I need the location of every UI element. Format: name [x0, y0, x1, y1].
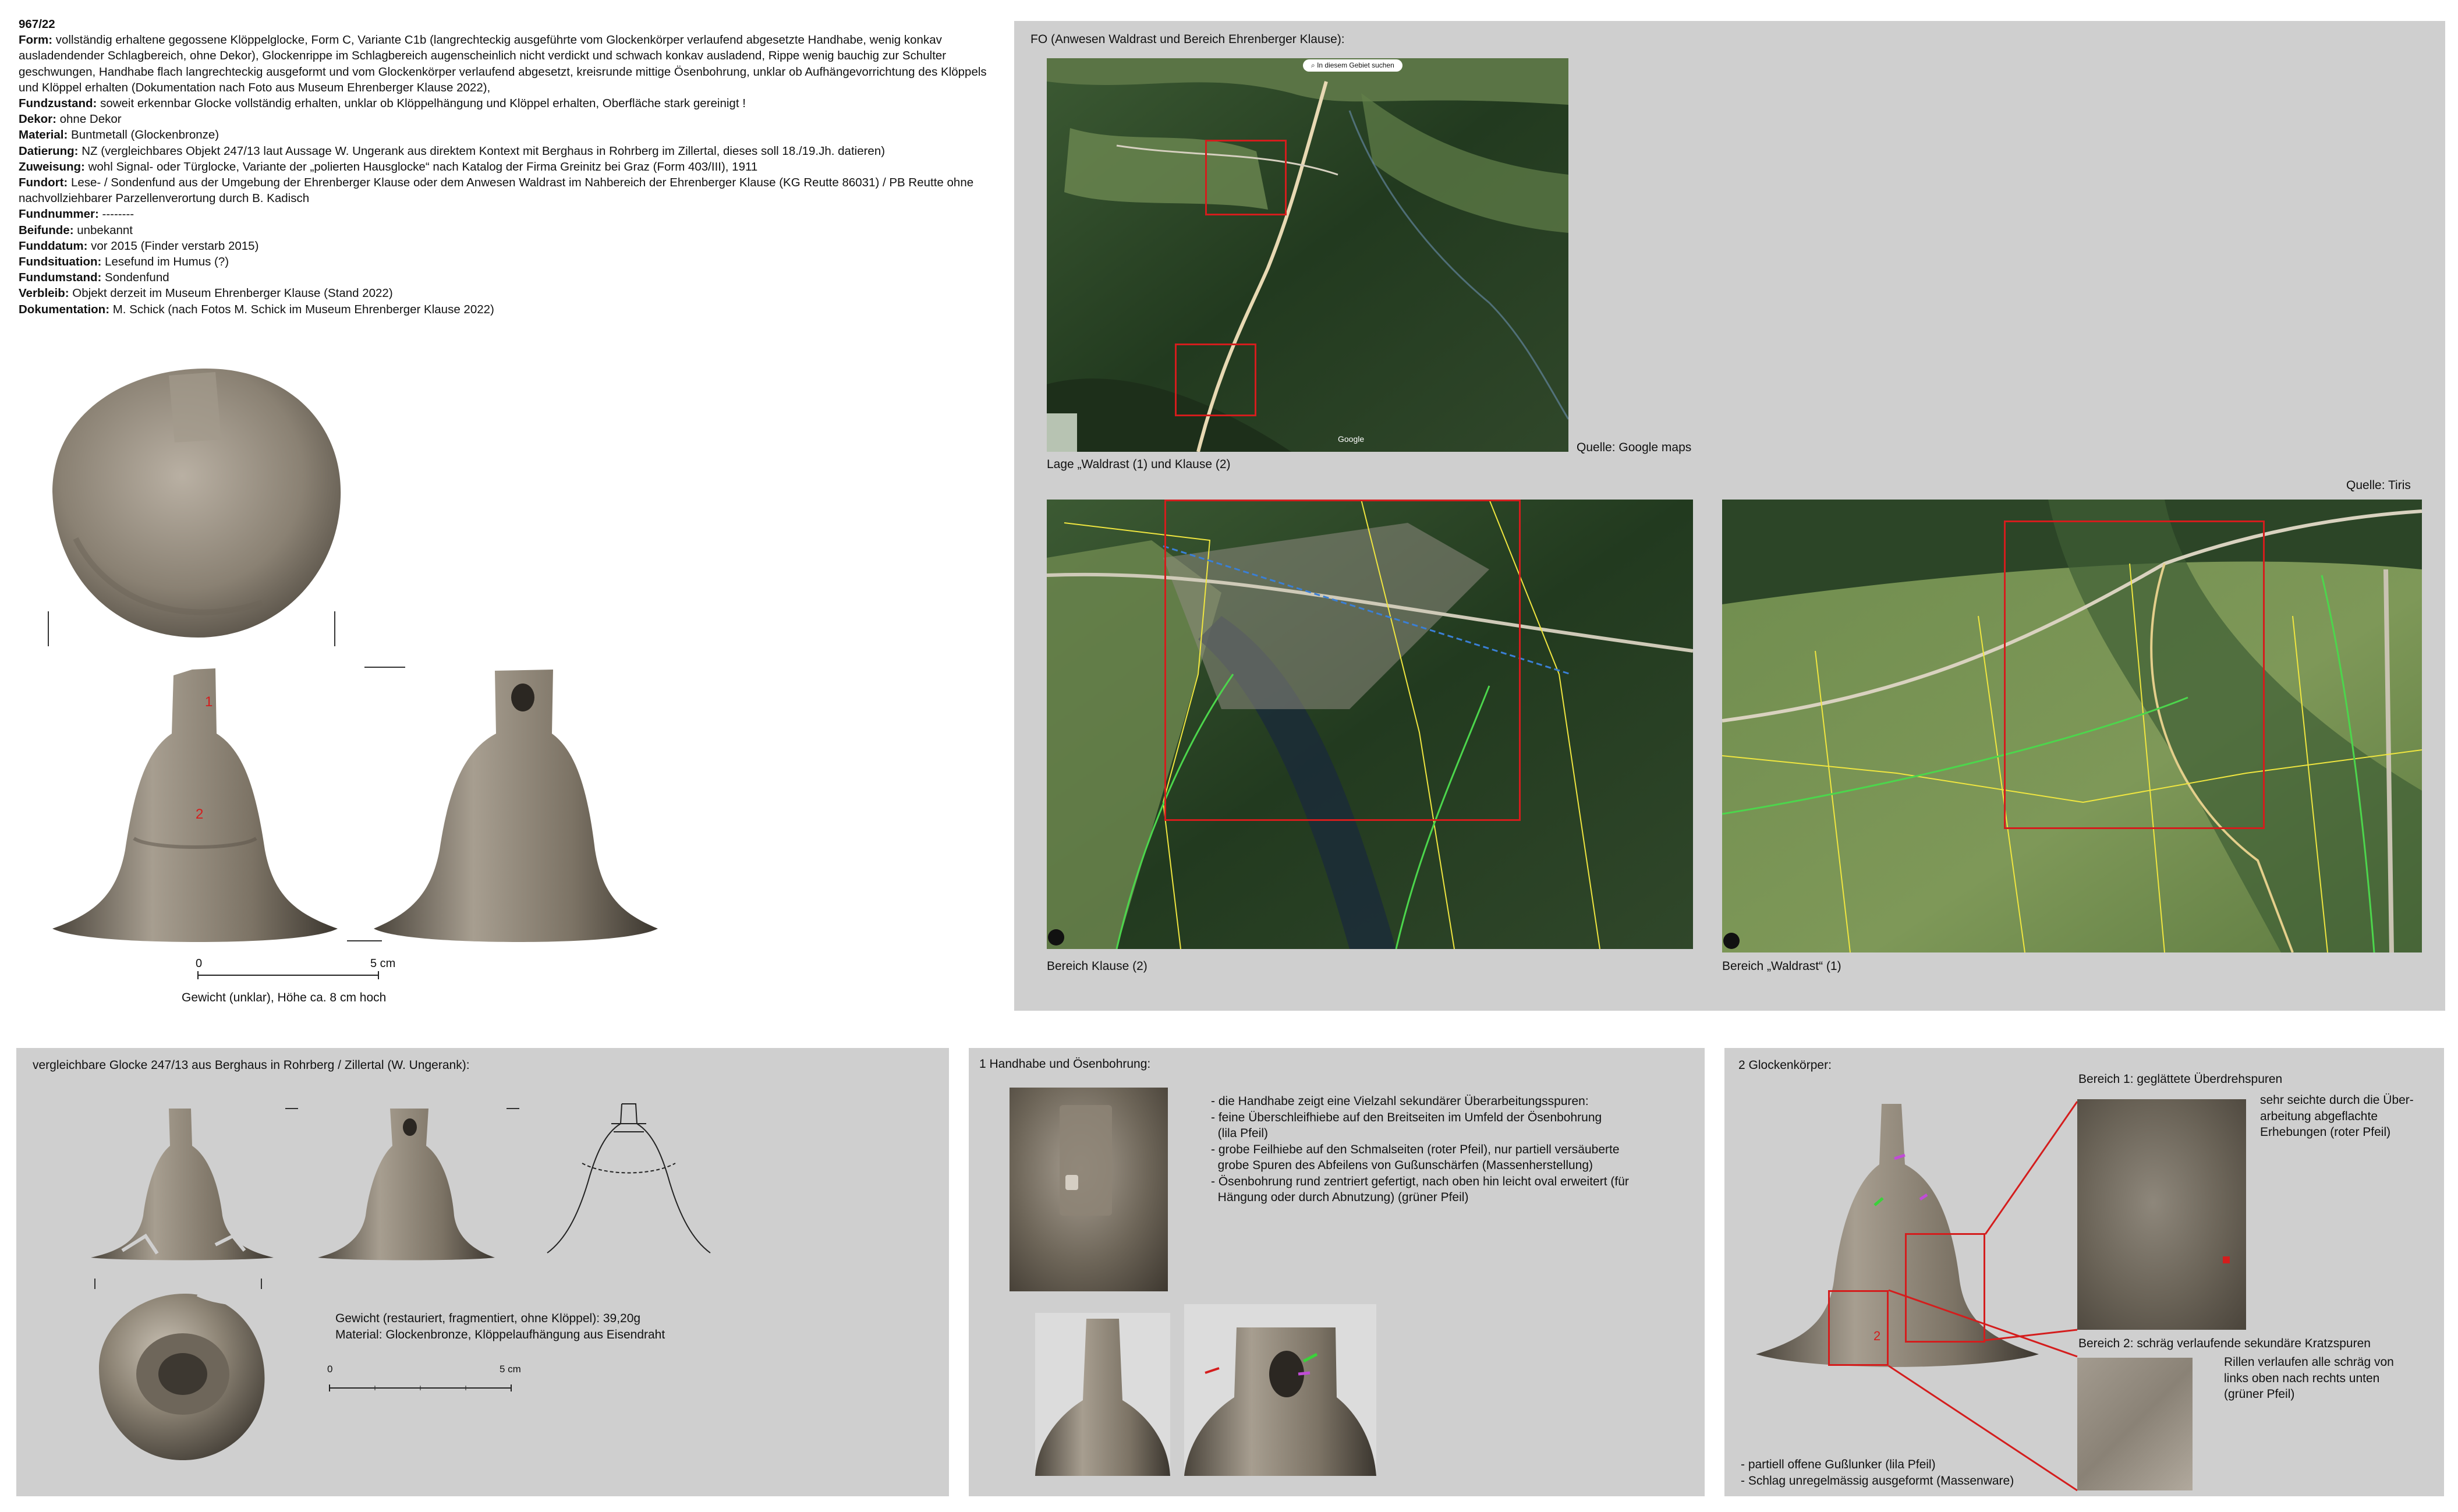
- catalog-entry: [19, 206, 1008, 222]
- catalog-entry: [19, 302, 1008, 317]
- area-1-closeup-photo: [2077, 1099, 2246, 1330]
- catalog-entry-text: unbekannt: [73, 223, 133, 237]
- compare-bell-photo-front: [87, 1105, 279, 1262]
- fo-panel-title: FO (Anwesen Waldrast und Bereich Ehrenberger Klause):: [1030, 33, 1345, 46]
- google-logo: Google: [1338, 434, 1365, 444]
- catalog-entry-text: NZ (vergleichbares Objekt 247/13 laut Aussage W. Ungerank aus direktem Kontext mit Berghaus in Rohrberg im Zillertal, dieses soll 18./19.Jh. datieren): [78, 144, 886, 158]
- body-notes: [1741, 1457, 2014, 1489]
- catalog-entry-label: Dokumentation:: [19, 302, 110, 316]
- handle-side-photo: [1035, 1313, 1170, 1476]
- scale-tick: [347, 940, 382, 941]
- compare-bell-drawing: [541, 1100, 716, 1269]
- klause-area-box: [1164, 500, 1521, 821]
- scale-tick: [285, 1108, 298, 1109]
- scale-tick: [48, 611, 49, 646]
- compare-scale-bar: [326, 1373, 524, 1396]
- handle-notes: [1211, 1093, 1629, 1206]
- note-line: Erhebungen (roter Pfeil): [2260, 1125, 2391, 1139]
- note-line: Rillen verlaufen alle schräg von: [2224, 1355, 2394, 1369]
- catalog-entry-text: soweit erkennbar Glocke vollständig erhalten, unklar ob Klöppelhängung und Klöppel erhalten, Oberfläche stark gereinigt !: [97, 97, 746, 111]
- note-line: - grobe Feilhiebe auf den Schmalseiten (roter Pfeil), nur partiell versäuberte: [1211, 1142, 1620, 1156]
- source-google: Quelle: Google maps: [1577, 441, 1692, 454]
- catalog-entry: [19, 32, 1008, 95]
- catalog-entry-text: Lesefund im Humus (?): [101, 255, 229, 269]
- marker-klause: [1175, 344, 1256, 416]
- handle-panel-title: 1 Handhabe und Ösenbohrung:: [979, 1057, 1151, 1071]
- catalog-entry: [19, 127, 1008, 143]
- compare-weight: Gewicht (restauriert, fragmentiert, ohne Klöppel): 39,20g: [335, 1312, 641, 1325]
- catalog-entry: [19, 270, 1008, 285]
- catalog-entry: [19, 111, 1008, 127]
- note-line: - Schlag unregelmässig ausgeformt (Massenware): [1741, 1474, 2014, 1488]
- note-line: - die Handhabe zeigt eine Vielzahl sekundärer Überarbeitungsspuren:: [1211, 1095, 1589, 1108]
- scale-tick: [507, 1108, 519, 1109]
- handle-eye-photo: [1184, 1304, 1376, 1476]
- main-caption: Gewicht (unklar), Höhe ca. 8 cm hoch: [182, 991, 387, 1004]
- note-line: (grüner Pfeil): [2224, 1387, 2295, 1401]
- compare-material: Material: Glockenbronze, Klöppelaufhängung aus Eisendraht: [335, 1328, 665, 1341]
- catalog-entry-label: Fundumstand:: [19, 271, 102, 285]
- catalog-entry: [19, 95, 1008, 111]
- catalog-entry-text: ohne Dekor: [56, 112, 122, 126]
- catalog-entry-label: Zuweisung:: [19, 160, 85, 173]
- catalog-entry-text: vollständig erhaltene gegossene Klöppelglocke, Form C, Variante C1b (langrechteckig ausgeführte vom Glockenkörper verlaufend abgesetzte Handhabe, wenig konkav ausladendender Schlagbereich, ohne Dekor), Glockenrippe im Schlagbereich augenscheinlich nicht verdickt und schwach konkav ausladend, Rippe wenig bauchig zur Schulter geschwungen, Handhabe flach langrechteckig ausgeformt und vom Glockenkörper verlaufend abgesetzt, kreisrunde mittige Ösenbohrung, unklar ob Aufhängevorrichtung des Klöppels und Klöppel erhalten (Dokumentation nach Foto aus Museum Ehrenberger Klause 2022),: [19, 33, 987, 94]
- note-line: arbeitung abgeflachte: [2260, 1109, 2378, 1123]
- catalog-text: [19, 16, 1008, 317]
- catalog-entry-text: Sondenfund: [101, 271, 169, 285]
- catalog-entry-text: wohl Signal- oder Türglocke, Variante der „polierten Hausglocke“ nach Katalog der Firma Greinitz bei Graz (Form 403/III), 1911: [84, 160, 758, 173]
- compare-scale-zero: 0: [327, 1364, 333, 1375]
- scale-zero: 0: [196, 957, 203, 970]
- catalog-entry: [19, 238, 1008, 254]
- compare-bell-photo-side: [314, 1105, 501, 1262]
- compare-panel-title: vergleichbare Glocke 247/13 aus Berghaus in Rohrberg / Zillertal (W. Ungerank):: [33, 1058, 470, 1072]
- catalog-entry-label: Fundnummer:: [19, 207, 99, 221]
- source-tiris: Quelle: Tiris: [2346, 479, 2411, 492]
- compare-scale-five: 5 cm: [500, 1364, 521, 1375]
- search-icon: ⌕: [1311, 61, 1317, 69]
- note-line: - Ösenbohrung rund zentriert gefertigt, nach oben hin leicht oval erweitert (für: [1211, 1174, 1629, 1188]
- scale-tick: [261, 1279, 262, 1289]
- catalog-entry-label: Fundsituation:: [19, 255, 102, 269]
- marker-1: 1: [205, 694, 213, 710]
- catalog-entry-text: --------: [98, 207, 134, 221]
- area-2-notes: [2224, 1354, 2394, 1403]
- catalog-entry-label: Verbleib:: [19, 286, 69, 300]
- scale-five: 5 cm: [370, 957, 396, 970]
- note-line: grobe Spuren des Abfeilens von Gußunschärfen (Massenherstellung): [1211, 1159, 1593, 1172]
- caption-klause: Bereich Klause (2): [1047, 959, 1147, 973]
- caption-waldrast: Bereich „Waldrast“ (1): [1722, 959, 1841, 973]
- catalog-entry-text: Objekt derzeit im Museum Ehrenberger Klause (Stand 2022): [69, 286, 393, 300]
- catalog-entry-label: Fundzustand:: [19, 97, 97, 111]
- catalog-entry-text: Buntmetall (Glockenbronze): [68, 128, 219, 142]
- catalog-entry-text: Lese- / Sondenfund aus der Umgebung der Ehrenberger Klause oder dem Anwesen Waldrast im Nahbereich der Ehrenberger Klause (KG Reutte 86031) / PB Reutte ohne nachvollziehbarer Parzellenverortung durch B. Kadisch: [19, 176, 974, 206]
- catalog-entries: [19, 32, 1008, 317]
- scale-tick: [334, 611, 335, 646]
- handle-closeup-photo: [1010, 1088, 1168, 1291]
- catalog-entry-text: M. Schick (nach Fotos M. Schick im Museum Ehrenberger Klause 2022): [109, 302, 494, 316]
- note-line: (lila Pfeil): [1211, 1127, 1269, 1140]
- note-line: Hängung oder durch Abnutzung) (grüner Pfeil): [1211, 1191, 1469, 1204]
- bell-top-view-photo: [41, 364, 355, 643]
- catalog-entry: [19, 143, 1008, 159]
- area-2-closeup-photo: [2077, 1358, 2193, 1490]
- marker-2: 2: [196, 806, 204, 822]
- catalog-entry-text: vor 2015 (Finder verstarb 2015): [87, 239, 259, 253]
- catalog-entry-label: Material:: [19, 128, 68, 142]
- area-2-title: Bereich 2: schräg verlaufende sekundäre Kratzspuren: [2078, 1337, 2371, 1350]
- catalog-entry: [19, 254, 1008, 270]
- catalog-entry-label: Beifunde:: [19, 223, 74, 237]
- catalog-entry-label: Datierung:: [19, 144, 79, 158]
- google-search-pill[interactable]: ⌕ In diesem Gebiet suchen: [1303, 59, 1402, 72]
- tiris-map-klause: [1047, 500, 1693, 949]
- catalog-number: 967/22: [19, 17, 55, 31]
- catalog-entry: [19, 222, 1008, 238]
- catalog-entry: [19, 285, 1008, 301]
- catalog-entry-label: Fundort:: [19, 176, 68, 190]
- bell-front-view-photo: [47, 664, 349, 943]
- marker-waldrast: [1205, 140, 1287, 215]
- zoom-lines: [1840, 1095, 2084, 1502]
- body-marker-2: 2: [1873, 1329, 1881, 1343]
- note-line: - feine Überschleifhiebe auf den Breitseiten im Umfeld der Ösenbohrung: [1211, 1110, 1602, 1124]
- catalog-entry: [19, 175, 1008, 206]
- bell-side-view-photo: [367, 664, 670, 943]
- area-1-title: Bereich 1: geglättete Überdrehspuren: [2078, 1072, 2283, 1086]
- google-map-image: [1047, 58, 1568, 452]
- area-1-notes: [2260, 1092, 2414, 1141]
- tiris-map-waldrast: [1722, 500, 2422, 952]
- catalog-entry-label: Dekor:: [19, 112, 56, 126]
- body-panel-title: 2 Glockenkörper:: [1738, 1058, 1832, 1072]
- google-map-caption: Lage „Waldrast (1) und Klause (2): [1047, 458, 1231, 471]
- catalog-entry-label: Form:: [19, 33, 53, 47]
- note-line: links oben nach rechts unten: [2224, 1371, 2380, 1385]
- scale-tick: [94, 1279, 95, 1289]
- catalog-entry: [19, 159, 1008, 175]
- note-line: - partiell offene Gußlunker (lila Pfeil): [1741, 1458, 1936, 1471]
- compare-bell-photo-bottom: [87, 1287, 274, 1467]
- catalog-entry-label: Funddatum:: [19, 239, 88, 253]
- waldrast-area-box: [2004, 520, 2265, 829]
- note-line: sehr seichte durch die Über-: [2260, 1093, 2414, 1107]
